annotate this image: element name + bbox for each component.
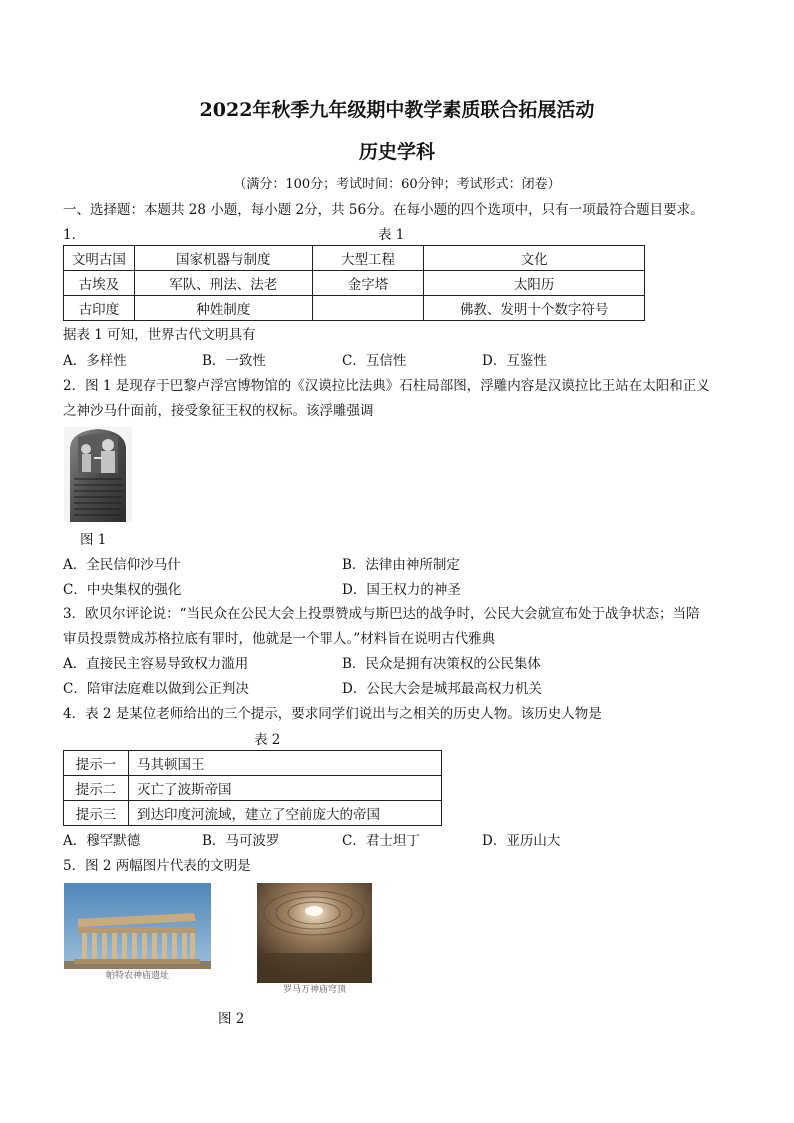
q4-stem: 4．表 2 是某位老师给出的三个提示，要求同学们说出与之相关的历史人物。该历史人物是	[63, 706, 602, 722]
table-row	[64, 296, 645, 321]
q4-option-b[interactable]: B．马可波罗	[202, 833, 280, 849]
table-cell: 马其顿国王	[129, 751, 442, 776]
table-cell: 古印度	[64, 296, 135, 321]
table-cell: 军队、刑法、法老	[134, 271, 312, 296]
table-row	[64, 751, 442, 776]
table-row	[64, 776, 442, 801]
figure2-caption: 图 2	[218, 1011, 245, 1027]
table-cell: 古埃及	[64, 271, 135, 296]
q5-stem: 5．图 2 两幅图片代表的文明是	[63, 858, 251, 874]
q2-option-a[interactable]: A．全民信仰沙马什	[63, 557, 181, 573]
q3-option-a[interactable]: A．直接民主容易导致权力滥用	[63, 656, 249, 672]
q3-option-b[interactable]: B．民众是拥有决策权的公民集体	[342, 656, 541, 672]
pantheon-image	[257, 883, 372, 998]
table-cell: 金字塔	[312, 271, 424, 296]
q1-option-c[interactable]: C．互信性	[342, 353, 407, 369]
table-cell: 大型工程	[312, 246, 424, 271]
q4-option-c[interactable]: C．君士坦丁	[342, 833, 420, 849]
page-title: 2022年秋季九年级期中教学素质联合拓展活动	[199, 99, 595, 121]
parthenon-image	[64, 883, 211, 983]
q4-option-d[interactable]: D．亚历山大	[482, 833, 561, 849]
table-cell	[312, 296, 424, 321]
subject-title: 历史学科	[358, 141, 435, 163]
hammurabi-stele-image	[64, 427, 132, 522]
table-row	[64, 801, 442, 826]
table-cell: 国家机器与制度	[134, 246, 312, 271]
pantheon-caption: 罗马万神庙穹顶	[257, 983, 372, 998]
q2-option-c[interactable]: C．中央集权的强化	[63, 582, 182, 598]
q3-stem-line1: 3．欧贝尔评论说：“当民众在公民大会上投票赞成与斯巴达的战争时，公民大会就宣布处于战争状态；当陪	[63, 606, 700, 622]
table-cell: 种姓制度	[134, 296, 312, 321]
table2	[63, 750, 442, 826]
table2-caption: 表 2	[254, 732, 281, 748]
table-cell: 文化	[424, 246, 645, 271]
table-cell: 提示二	[64, 776, 129, 801]
table-cell: 提示三	[64, 801, 129, 826]
q2-option-b[interactable]: B．法律由神所制定	[342, 557, 460, 573]
q1-option-a[interactable]: A．多样性	[63, 353, 127, 369]
table-row	[64, 246, 645, 271]
q1-number: 1．	[63, 227, 86, 243]
figure1-caption: 图 1	[80, 532, 107, 548]
q3-option-d[interactable]: D．公民大会是城邦最高权力机关	[342, 681, 542, 697]
q2-stem-line1: 2．图 1 是现存于巴黎卢浮宫博物馆的《汉谟拉比法典》石柱局部图，浮雕内容是汉谟拉比王站在太阳和正义	[63, 378, 710, 394]
q3-stem-line2: 审员投票赞成苏格拉底有罪时，他就是一个罪人。”材料旨在说明古代雅典	[63, 631, 496, 647]
exam-info: （满分：100分；考试时间：60分钟；考试形式：闭卷）	[233, 177, 561, 192]
parthenon-caption: 帕特农神庙遗址	[64, 969, 211, 983]
q3-option-c[interactable]: C．陪审法庭难以做到公正判决	[63, 681, 249, 697]
q4-option-a[interactable]: A．穆罕默德	[63, 833, 141, 849]
table-cell: 文明古国	[64, 246, 135, 271]
table-cell: 灭亡了波斯帝国	[129, 776, 442, 801]
table1	[63, 245, 645, 321]
q1-stem: 据表 1 可知，世界古代文明具有	[63, 327, 256, 343]
q1-option-d[interactable]: D．互鉴性	[482, 353, 547, 369]
table-cell: 佛教、发明十个数字符号	[424, 296, 645, 321]
table-row	[64, 271, 645, 296]
table-cell: 太阳历	[424, 271, 645, 296]
q1-option-b[interactable]: B．一致性	[202, 353, 266, 369]
table1-caption: 表 1	[378, 227, 405, 243]
q2-option-d[interactable]: D．国王权力的神圣	[342, 582, 461, 598]
table-cell: 到达印度河流域，建立了空前庞大的帝国	[129, 801, 442, 826]
section-intro: 一、选择题：本题共 28 小题，每小题 2分，共 56分。在每小题的四个选项中，只有一项最符合题目要求。	[63, 202, 704, 218]
table-cell: 提示一	[64, 751, 129, 776]
q2-stem-line2: 之神沙马什面前，接受象征王权的权标。该浮雕强调	[63, 403, 374, 419]
